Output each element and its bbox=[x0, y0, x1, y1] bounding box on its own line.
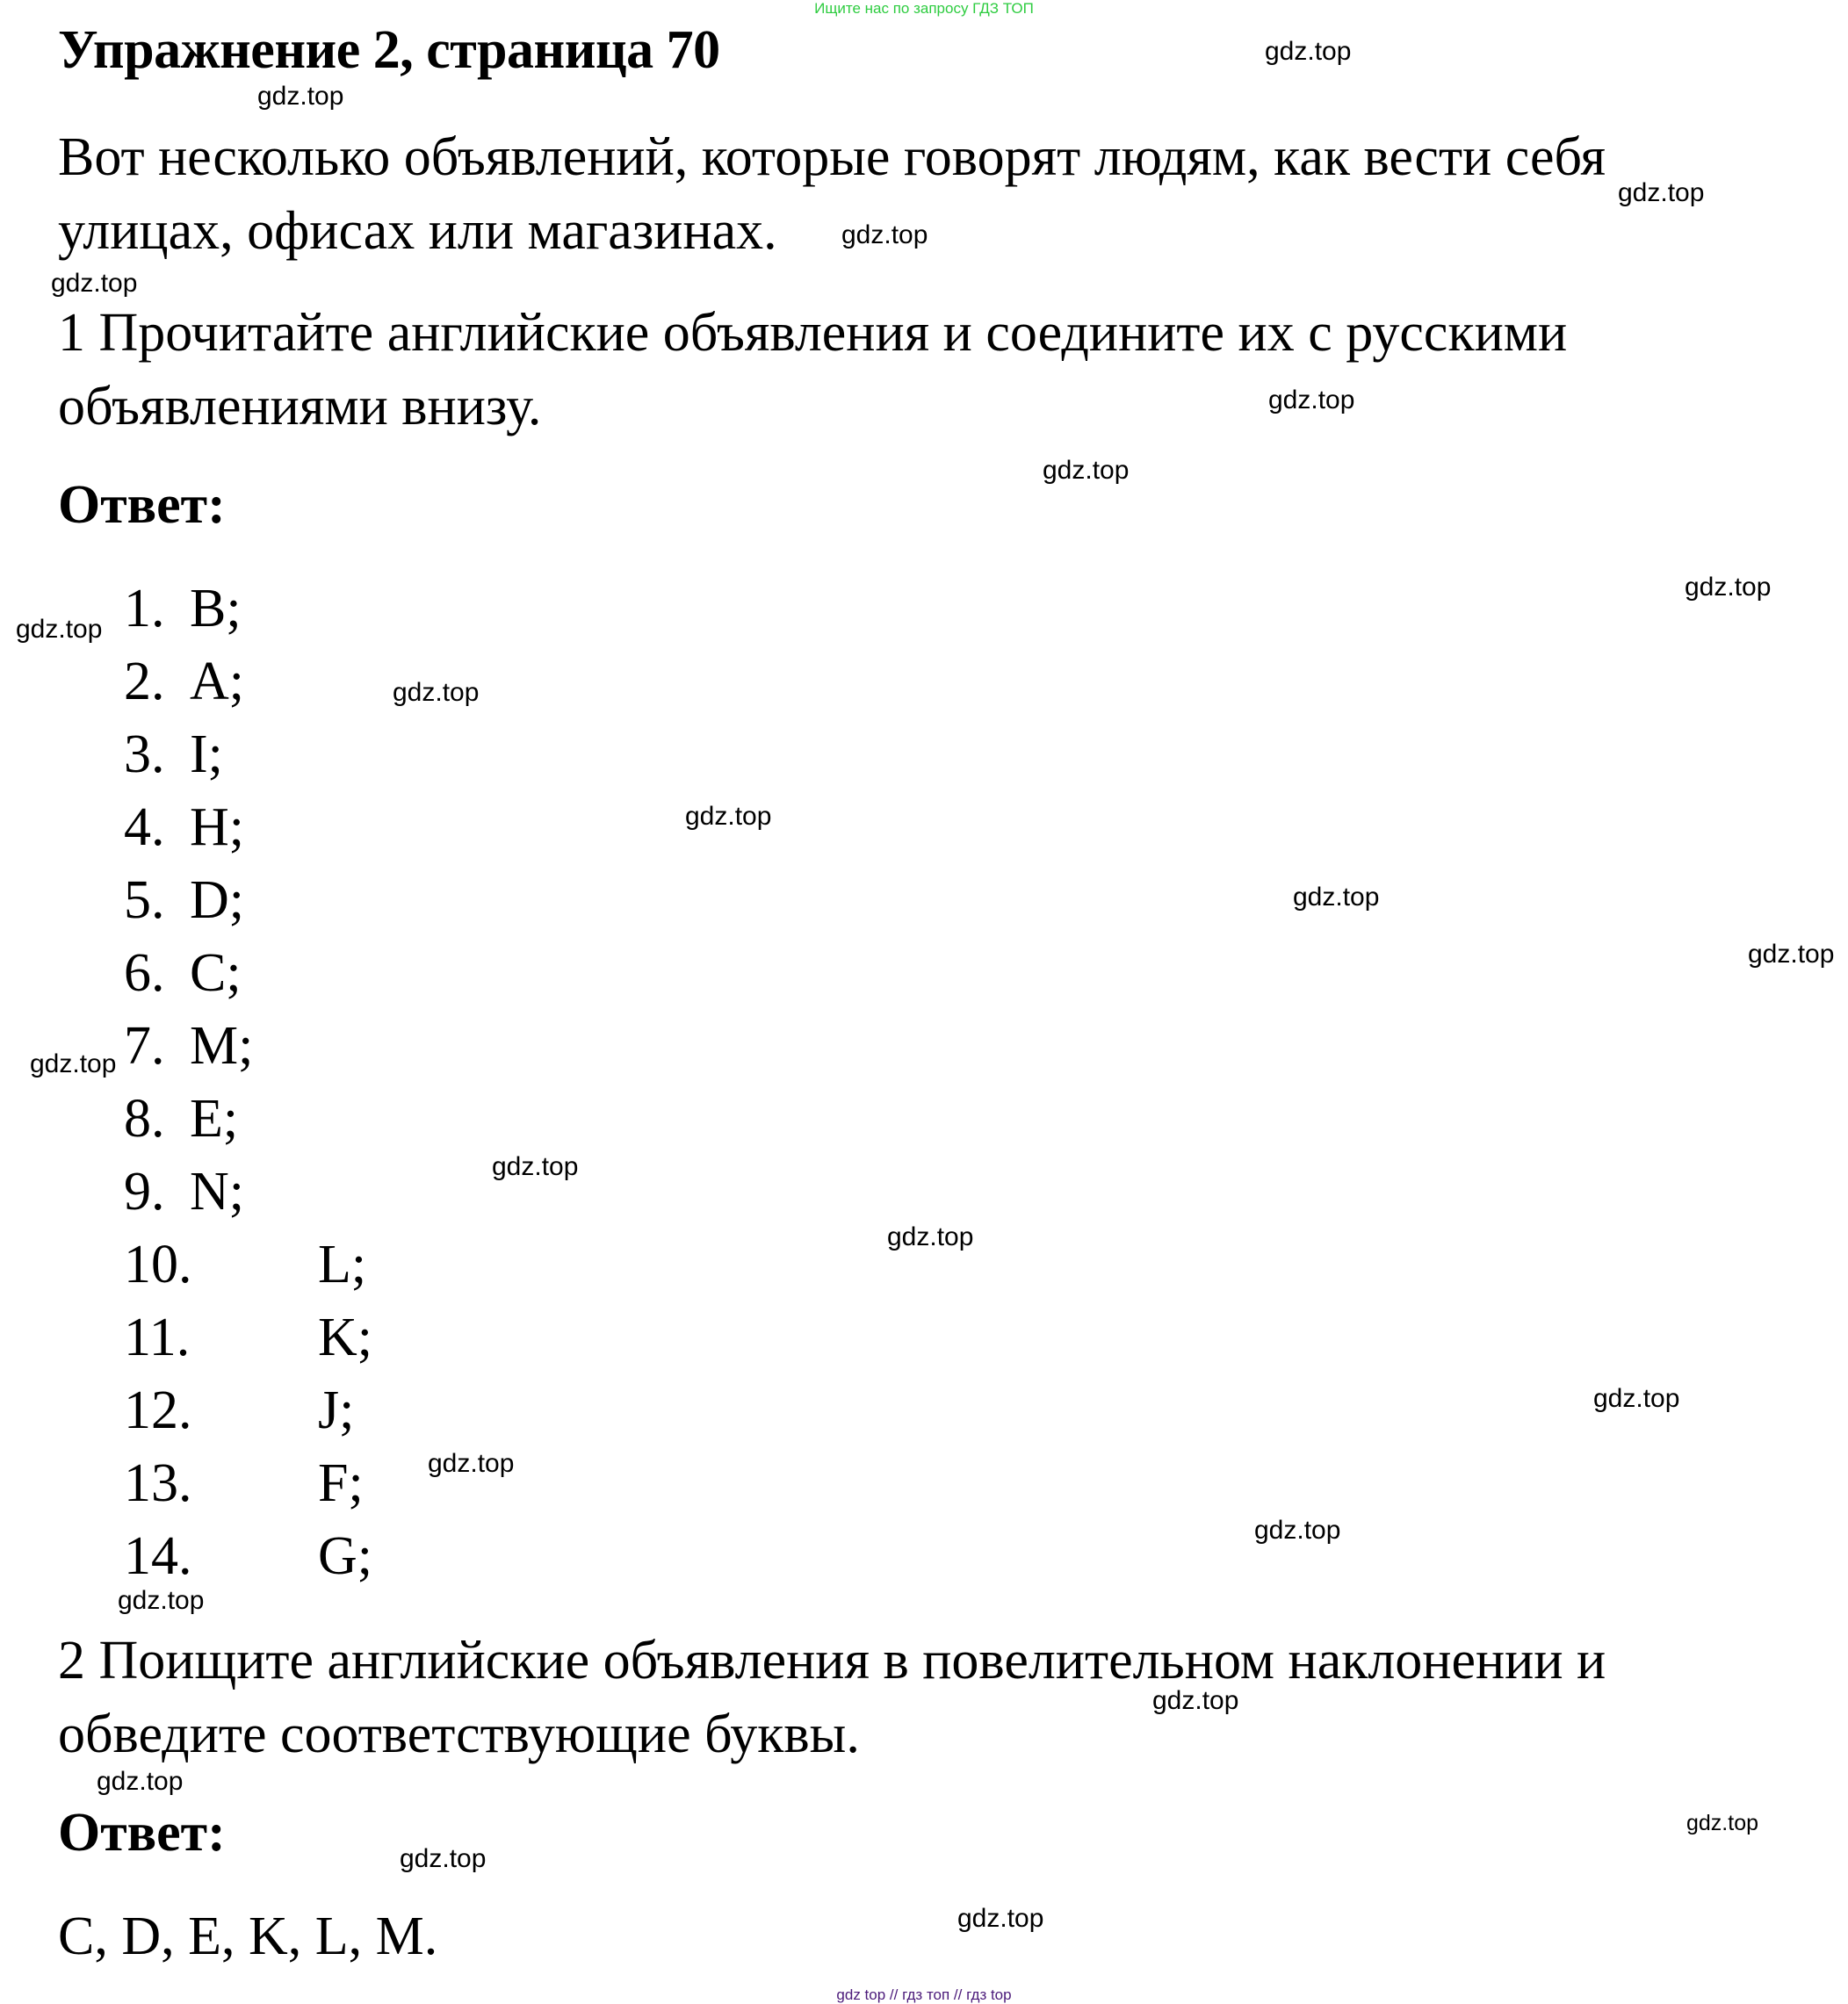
page-title: Упражнение 2, страница 70 bbox=[58, 20, 720, 80]
list-item-number: 5. bbox=[124, 870, 165, 930]
list-item-number: 14. bbox=[124, 1526, 192, 1586]
list-item-number: 3. bbox=[124, 724, 165, 784]
watermark: gdz.top bbox=[492, 1152, 579, 1181]
watermark: gdz.top bbox=[841, 220, 928, 249]
list-item-number: 10. bbox=[124, 1235, 192, 1294]
list-item-number: 11. bbox=[124, 1308, 191, 1367]
list-item-value: N; bbox=[190, 1162, 244, 1222]
watermark: gdz.top bbox=[118, 1586, 205, 1615]
watermark: gdz.top bbox=[1265, 37, 1352, 66]
watermark: gdz.top bbox=[1293, 883, 1380, 912]
watermark: gdz.top bbox=[887, 1222, 974, 1251]
list-item-value: I; bbox=[190, 724, 223, 784]
search-banner: Ищите нас по запросу ГДЗ ТОП bbox=[814, 0, 1034, 17]
list-item-value: A; bbox=[190, 652, 244, 711]
list-item-value: F; bbox=[318, 1453, 364, 1513]
list-item-number: 9. bbox=[124, 1162, 165, 1222]
task2-line-2: обведите соответствующие буквы. bbox=[58, 1705, 860, 1764]
list-item-value: G; bbox=[318, 1526, 372, 1586]
list-item-value: M; bbox=[190, 1016, 254, 1076]
watermark: gdz.top bbox=[1593, 1384, 1680, 1413]
task2-answer: C, D, E, K, L, M. bbox=[58, 1907, 438, 1966]
list-item-number: 7. bbox=[124, 1016, 165, 1076]
watermark: gdz.top bbox=[400, 1844, 487, 1873]
footer-watermark: gdz top // гдз топ // гдз top bbox=[836, 1986, 1012, 2003]
list-item-value: J; bbox=[318, 1380, 355, 1440]
watermark: gdz.top bbox=[1618, 178, 1705, 207]
task2-line-1: 2 Поищите английские объявления в повелительном наклонении и bbox=[58, 1631, 1606, 1690]
list-item-number: 6. bbox=[124, 943, 165, 1003]
watermark: gdz.top bbox=[1685, 573, 1772, 602]
list-item-value: D; bbox=[190, 870, 244, 930]
watermark: gdz.top bbox=[51, 269, 138, 298]
task2-answer-label: Ответ: bbox=[58, 1803, 226, 1863]
list-item-number: 1. bbox=[124, 579, 165, 638]
watermark: gdz.top bbox=[30, 1049, 117, 1078]
intro-line-1: Вот несколько объявлений, которые говорят людям, как вести себя bbox=[58, 127, 1606, 187]
watermark: gdz.top bbox=[1686, 1811, 1759, 1835]
watermark: gdz.top bbox=[16, 615, 103, 644]
list-item-value: C; bbox=[190, 943, 242, 1003]
watermark: gdz.top bbox=[1152, 1686, 1239, 1715]
watermark: gdz.top bbox=[257, 82, 344, 111]
task1-line-1: 1 Прочитайте английские объявления и соедините их с русскими bbox=[58, 303, 1568, 363]
intro-line-2: улицах, офисах или магазинах. bbox=[58, 201, 777, 261]
list-item-number: 2. bbox=[124, 652, 165, 711]
watermark: gdz.top bbox=[1268, 386, 1355, 414]
list-item-value: H; bbox=[190, 797, 244, 857]
watermark: gdz.top bbox=[393, 678, 480, 707]
watermark: gdz.top bbox=[428, 1449, 515, 1478]
task1-line-2: объявлениями внизу. bbox=[58, 377, 542, 436]
task1-answer-label: Ответ: bbox=[58, 475, 226, 535]
list-item-value: K; bbox=[318, 1308, 372, 1367]
watermark: gdz.top bbox=[1043, 456, 1130, 485]
watermark: gdz.top bbox=[1748, 940, 1835, 969]
watermark: gdz.top bbox=[685, 802, 772, 831]
list-item-number: 12. bbox=[124, 1380, 192, 1440]
list-item-number: 4. bbox=[124, 797, 165, 857]
watermark: gdz.top bbox=[97, 1767, 184, 1796]
watermark: gdz.top bbox=[1254, 1516, 1341, 1545]
watermark: gdz.top bbox=[957, 1904, 1044, 1933]
list-item-value: E; bbox=[190, 1089, 239, 1149]
list-item-number: 8. bbox=[124, 1089, 165, 1149]
list-item-number: 13. bbox=[124, 1453, 192, 1513]
list-item-value: B; bbox=[190, 579, 242, 638]
list-item-value: L; bbox=[318, 1235, 367, 1294]
